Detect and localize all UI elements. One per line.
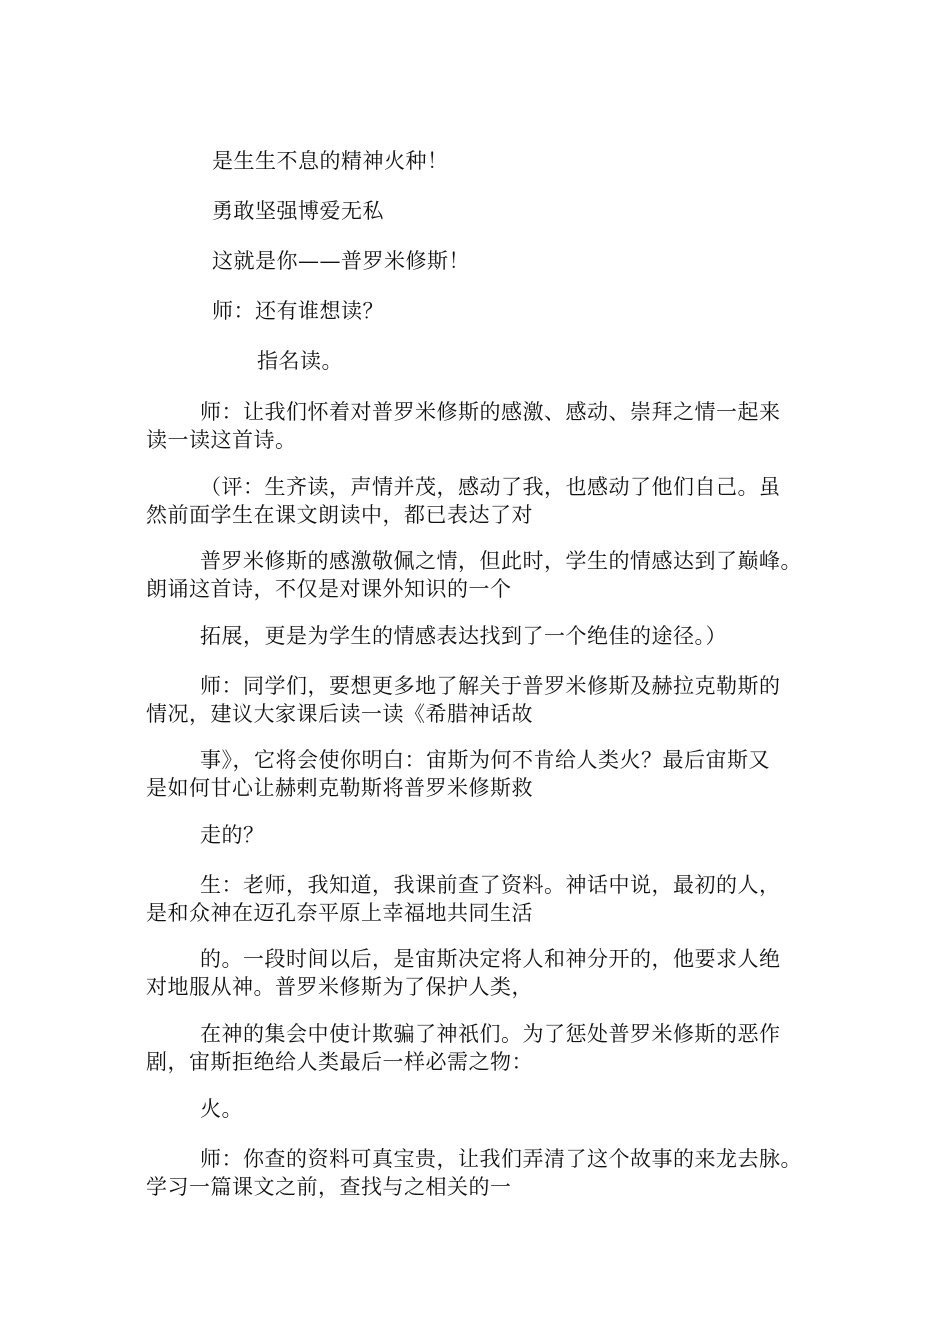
paragraph-11 [146,1095,822,1123]
paragraph-6 [146,746,822,802]
teacher-question-line: 师：还有谁想读？ [212,299,384,323]
paragraph-2-line-2: 然前面学生在课文朗读中，都已表达了对 [146,503,533,527]
poem-line-3: 这就是你——普罗米修斯！ [212,249,470,273]
paragraph-2 [146,473,822,529]
paragraph-6-line-1: 事》，它将会使你明白：宙斯为何不肯给人类火？最后宙斯又 [200,748,770,772]
instruction-line: 指名读。 [257,349,343,373]
paragraph-3 [146,547,822,603]
paragraph-8 [146,871,822,927]
paragraph-12 [146,1145,822,1201]
paragraph-4-line-1: 拓展，更是为学生的情感表达找到了一个绝佳的途径。） [200,624,727,648]
paragraph-5-line-1: 师：同学们，要想更多地了解关于普罗米修斯及赫拉克勒斯的 [200,674,781,698]
paragraph-12-line-2: 学习一篇课文之前，查找与之相关的一 [146,1175,512,1199]
poem-line-1: 是生生不息的精神火种！ [212,149,449,173]
paragraph-10-line-2: 剧，宙斯拒绝给人类最后一样必需之物： [146,1050,533,1074]
paragraph-10-line-1: 在神的集会中使计欺骗了神祇们。为了惩处普罗米修斯的恶作 [200,1022,781,1046]
paragraph-3-line-1: 普罗米修斯的感激敬佩之情，但此时，学生的情感达到了巅峰。 [200,549,802,573]
paragraph-6-line-2: 是如何甘心让赫剌克勒斯将普罗米修斯救 [146,776,533,800]
paragraph-10 [146,1020,822,1076]
paragraph-4 [146,622,822,650]
paragraph-5 [146,672,822,728]
paragraph-9-line-1: 的。一段时间以后，是宙斯决定将人和神分开的，他要求人绝 [200,947,781,971]
paragraph-7-line-1: 走的？ [200,823,265,847]
paragraph-1-line-1: 师：让我们怀着对普罗米修斯的感激、感动、崇拜之情一起来 [200,400,781,424]
paragraph-1-line-2: 读一读这首诗。 [146,428,297,452]
poem-line-2: 勇敢坚强博爱无私 [212,199,384,223]
paragraph-3-line-2: 朗诵这首诗，不仅是对课外知识的一个 [146,577,512,601]
paragraph-9-line-2: 对地服从神。普罗米修斯为了保护人类， [146,975,533,999]
paragraph-2-line-1: （评：生齐读，声情并茂，感动了我，也感动了他们自己。虽 [200,475,781,499]
paragraph-11-line-1: 火。 [200,1097,243,1121]
paragraph-8-line-2: 是和众神在迈孔奈平原上幸福地共同生活 [146,901,533,925]
paragraph-12-line-1: 师：你查的资料可真宝贵，让我们弄清了这个故事的来龙去脉。 [200,1147,802,1171]
paragraph-5-line-2: 情况，建议大家课后读一读《希腊神话故 [146,702,533,726]
paragraph-7 [146,821,822,849]
paragraph-1 [146,398,822,454]
paragraph-9 [146,945,822,1001]
paragraph-8-line-1: 生：老师，我知道，我课前查了资料。神话中说，最初的人， [200,873,781,897]
